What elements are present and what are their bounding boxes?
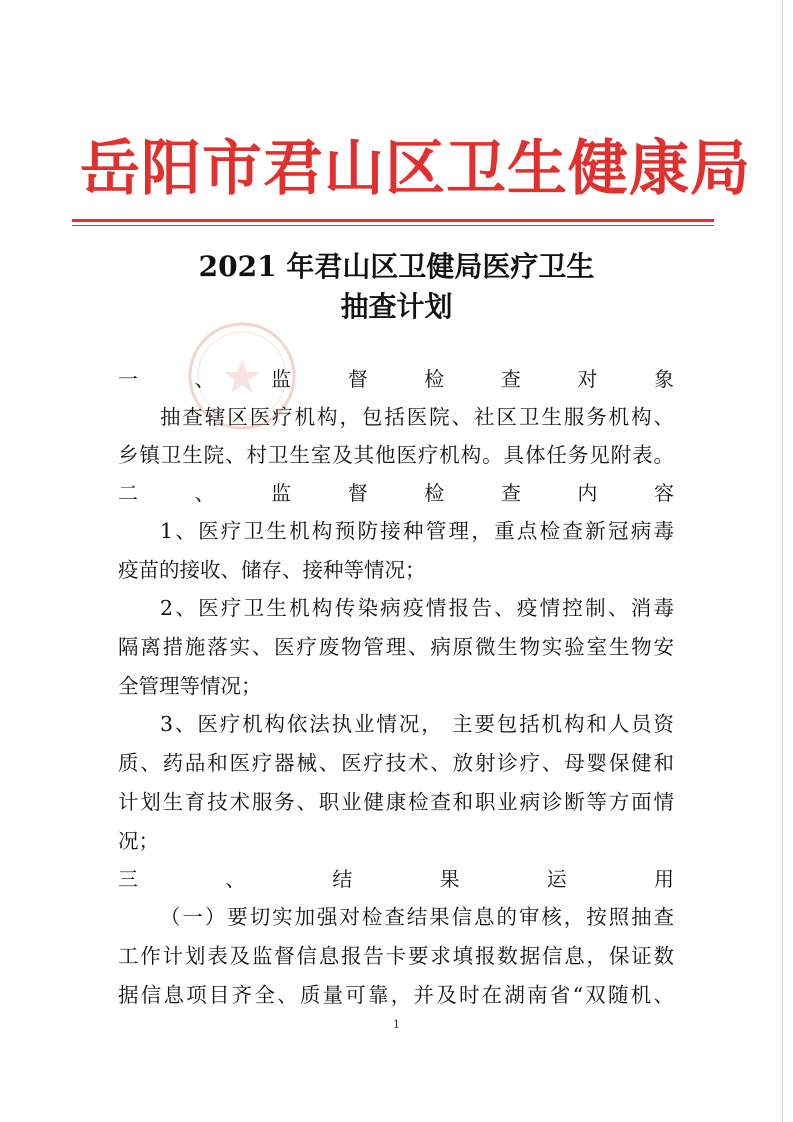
section-2-item-2-line-3: 全管理等情况；	[118, 674, 262, 698]
section-2-item-2-line-1: 2、医疗卫生机构传染病疫情报告、疫情控制、消毒	[160, 596, 674, 620]
letterhead-rule-thick	[72, 219, 714, 222]
section-1-line-1: 抽查辖区医疗机构，包括医院、社区卫生服务机构、	[160, 405, 674, 429]
section-3-item-1-line-3: 据信息项目齐全、质量可靠，并及时在湖南省“双随机、	[118, 983, 674, 1007]
document-title-line-1: 2021 年君山区卫健局医疗卫生	[198, 250, 595, 283]
document-title-line-2: 抽查计划	[340, 290, 453, 323]
section-2-item-1-line-1: 1、医疗卫生机构预防接种管理，重点检查新冠病毒	[160, 519, 674, 543]
section-2-heading: 二、监督检查内容	[118, 481, 674, 505]
page-edge-line	[782, 0, 783, 1122]
section-2-item-2-line-2: 隔离措施落实、医疗废物管理、病原微生物实验室生物安	[118, 635, 674, 659]
section-2-item-3-line-3: 计划生育技术服务、职业健康检查和职业病诊断等方面情	[118, 790, 674, 814]
letterhead-org-name: 岳阳市君山区卫生健康局	[80, 134, 751, 204]
section-3-item-1-line-2: 工作计划表及监督信息报告卡要求填报数据信息，保证数	[118, 944, 674, 968]
section-2-item-1-line-2: 疫苗的接收、储存、接种等情况；	[118, 558, 426, 582]
section-2-item-3-line-4: 况；	[118, 829, 159, 853]
section-1-line-2: 乡镇卫生院、村卫生室及其他医疗机构。具体任务见附表。	[118, 443, 674, 467]
section-2-item-3-line-1: 3、医疗机构依法执业情况， 主要包括机构和人员资	[160, 712, 674, 736]
page-number: 1	[393, 1018, 400, 1031]
section-3-item-1-line-1: （一）要切实加强对检查结果信息的审核，按照抽查	[160, 905, 674, 929]
section-2-item-3-line-2: 质、药品和医疗器械、医疗技术、放射诊疗、母婴保健和	[118, 751, 674, 775]
section-1-heading: 一、监督检查对象	[118, 367, 674, 391]
letterhead-rule-thin	[72, 225, 714, 226]
section-3-heading: 三、结果运用	[118, 867, 674, 891]
